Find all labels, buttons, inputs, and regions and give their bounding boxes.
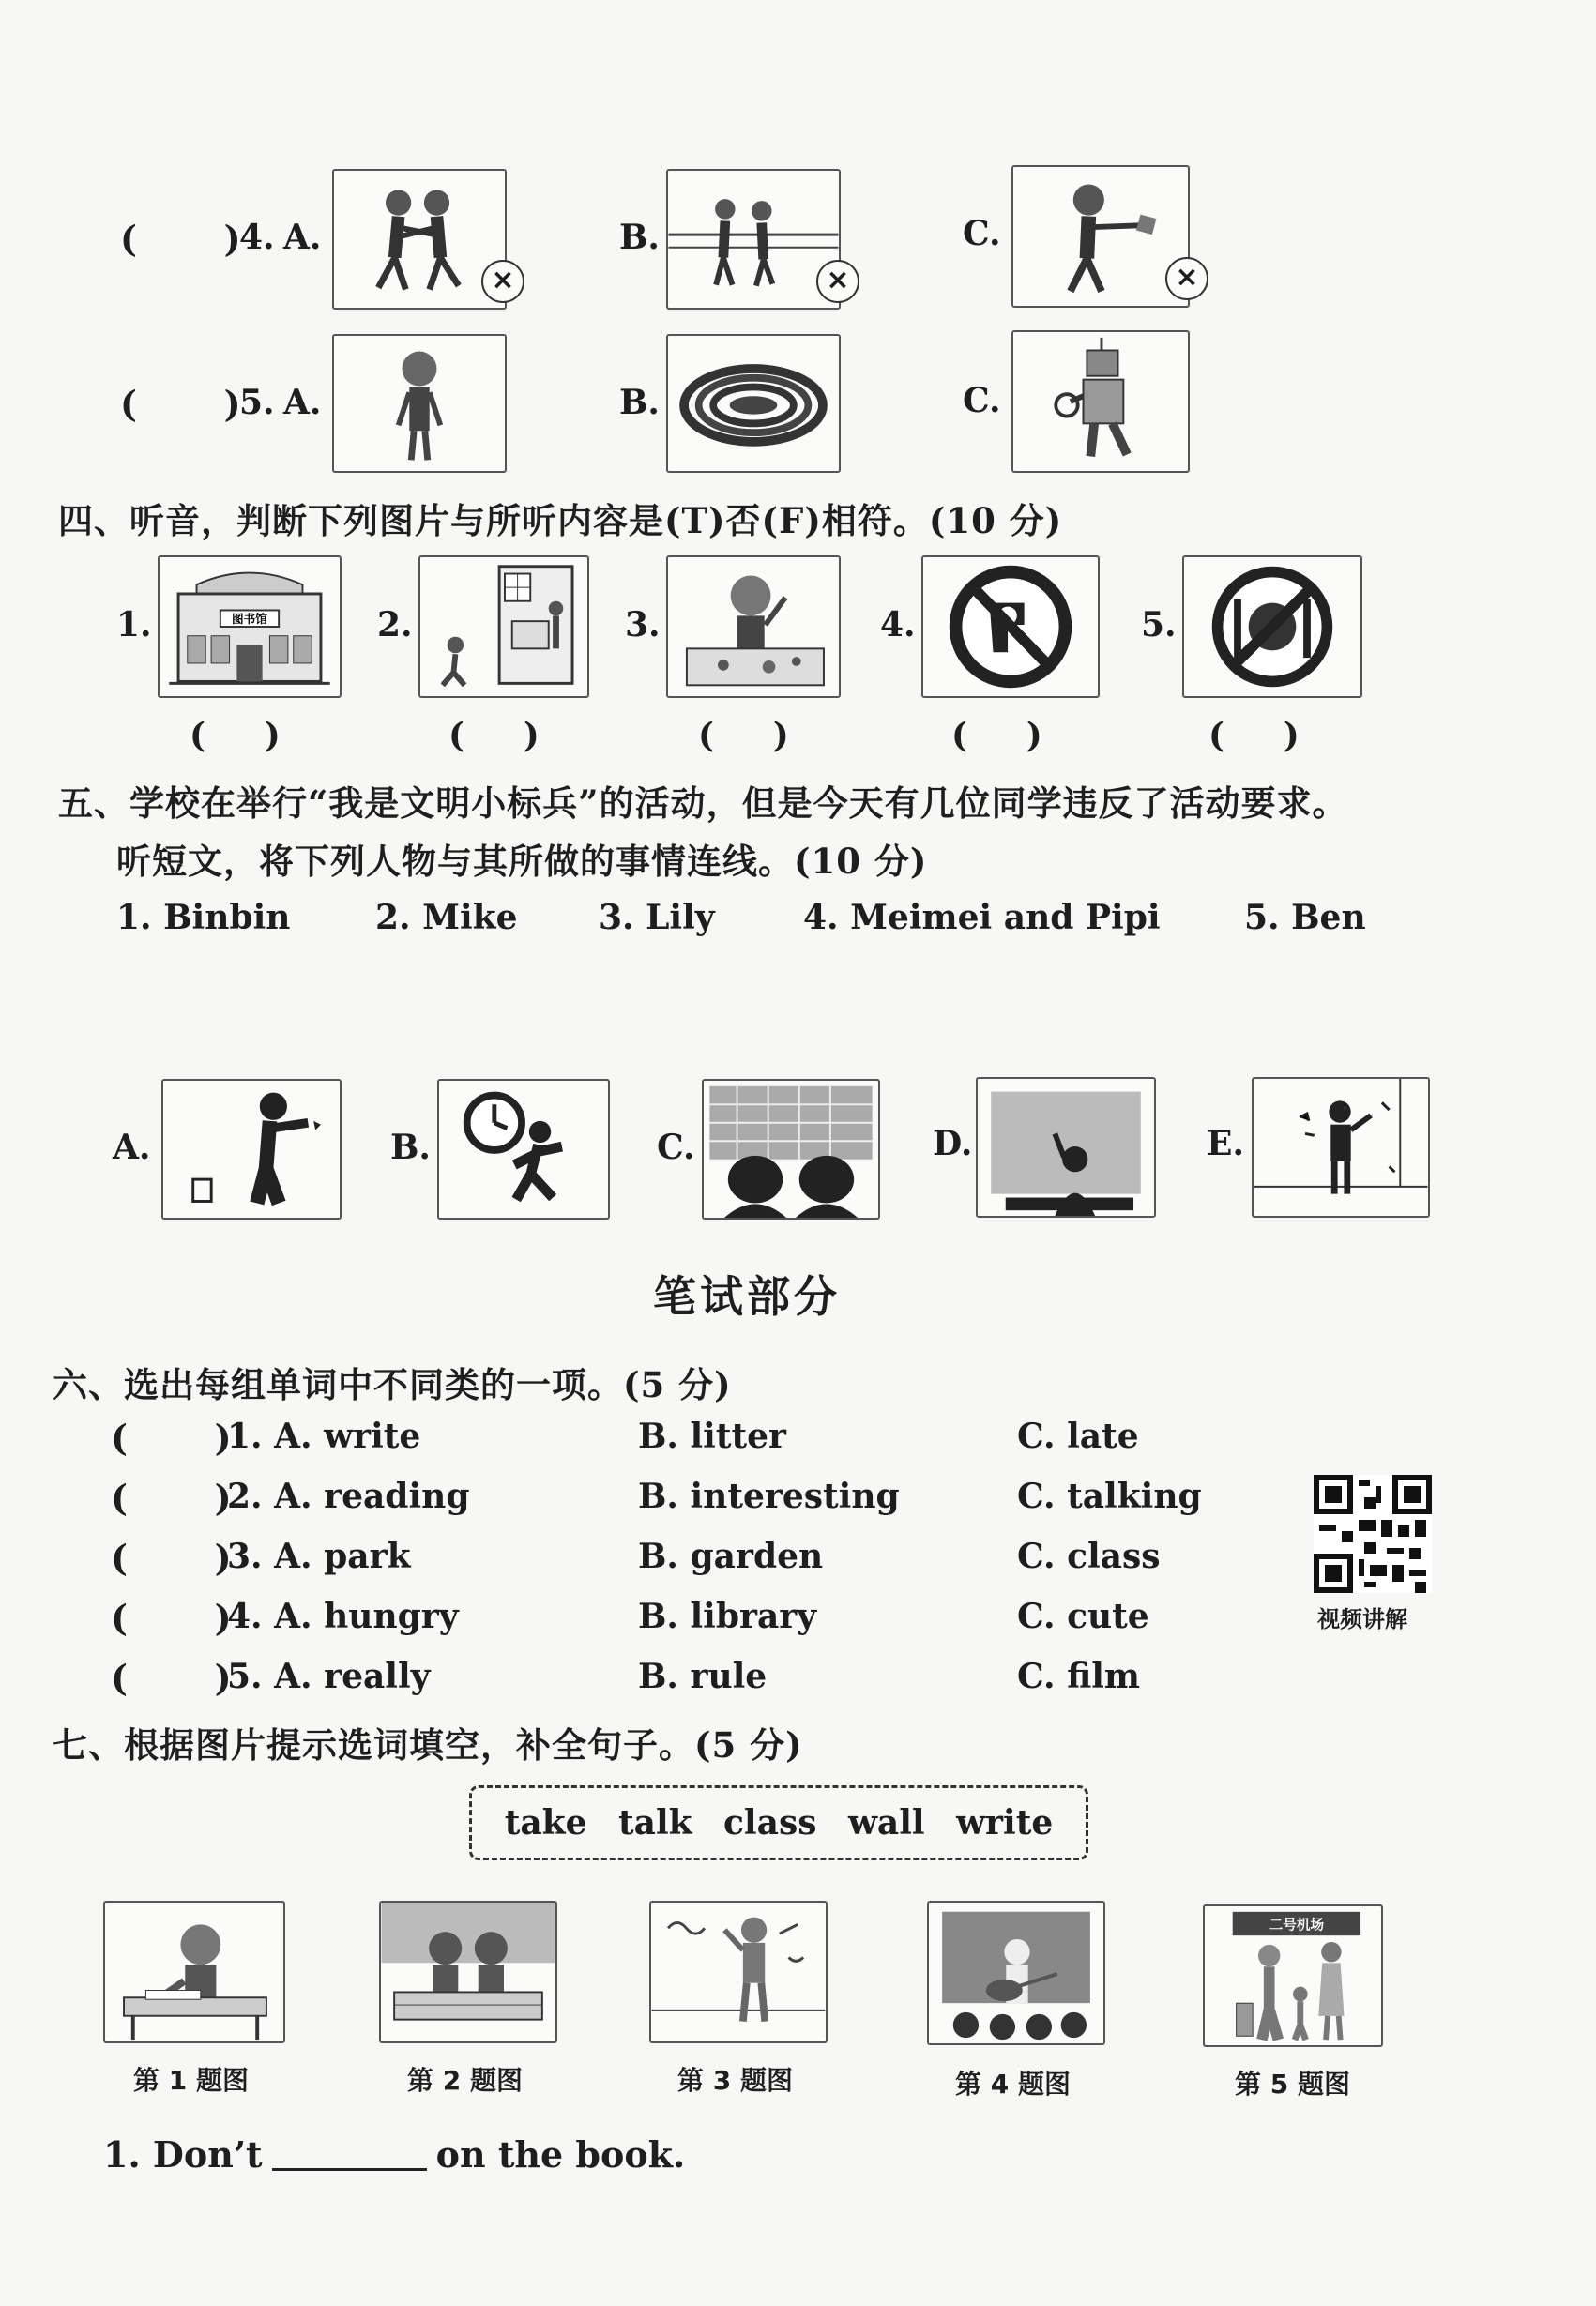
tf-paren-1[interactable]: ( ) (190, 716, 281, 755)
boy-running-into-room-image (418, 555, 589, 698)
q5-option-a-label: A. (283, 383, 322, 422)
boys-talking-in-class-image (379, 1901, 557, 2043)
activity-c-label: C. (657, 1128, 695, 1167)
word-bank-box (469, 1785, 1088, 1860)
q4-option-a-label: A. (283, 218, 322, 257)
wrong-mark-icon: × (481, 260, 524, 303)
word-bank-talk[interactable]: talk (617, 1803, 692, 1843)
word-bank-write[interactable]: write (956, 1803, 1054, 1843)
word-6-2-b: B. interesting (638, 1477, 900, 1516)
person-binbin[interactable]: 1. Binbin (116, 898, 291, 937)
word-bank-wall[interactable]: wall (847, 1803, 925, 1843)
word-6-2-a: 2. A. reading (227, 1477, 470, 1516)
library-building-image (158, 555, 342, 698)
sentence-1 (103, 2133, 685, 2176)
person-mike[interactable]: 2. Mike (375, 898, 518, 937)
picture-caption-2: 第 2 题图 (407, 2065, 523, 2096)
answer-paren-6-3[interactable]: ( ) (111, 1537, 232, 1579)
wrong-mark-icon: × (1165, 257, 1208, 300)
talking-in-library-image[interactable] (702, 1079, 880, 1220)
airport-sign-text: 二号机场 (1269, 1917, 1325, 1934)
tf-paren-3[interactable]: ( ) (698, 716, 789, 755)
word-6-5-c: C. film (1017, 1657, 1141, 1696)
tf-paren-2[interactable]: ( ) (448, 716, 540, 755)
library-sign-text: 图书馆 (232, 612, 267, 627)
q4-option-b-label: B. (619, 218, 660, 257)
sentence-1-start: 1. Don’t (103, 2133, 263, 2176)
q5-number: 5. (239, 383, 275, 422)
boy-at-messy-desk-image (666, 555, 841, 698)
answer-paren-6-2[interactable]: ( ) (111, 1477, 232, 1519)
standing-in-class-image[interactable] (976, 1077, 1156, 1218)
teacher-with-guitar-image (927, 1901, 1105, 2045)
word-6-1-c: C. late (1017, 1417, 1139, 1456)
late-running-image[interactable] (437, 1079, 610, 1220)
word-6-5-a: 5. A. really (227, 1657, 431, 1696)
picture-caption-4: 第 4 题图 (955, 2069, 1071, 2100)
part4-item-4-number: 4. (880, 605, 916, 645)
word-6-3-c: C. class (1017, 1537, 1161, 1576)
part5-heading-line2: 听短文，将下列人物与其所做的事情连线。(10 分) (116, 841, 928, 882)
boy-writing-on-book-image (103, 1901, 285, 2043)
word-6-4-b: B. library (638, 1597, 817, 1636)
person-ben[interactable]: 5. Ben (1244, 898, 1366, 937)
wrong-mark-icon: × (816, 260, 859, 303)
q5-b-rope-image (666, 334, 841, 473)
q5-c-robot-image (1011, 330, 1190, 473)
word-6-5-b: B. rule (638, 1657, 768, 1696)
picture-caption-5: 第 5 题图 (1235, 2069, 1350, 2100)
no-eating-sign-icon (1182, 555, 1362, 698)
tf-paren-4[interactable]: ( ) (951, 716, 1042, 755)
word-6-1-a: 1. A. write (227, 1417, 421, 1456)
part6-heading: 六、选出每组单词中不同类的一项。(5 分) (53, 1364, 732, 1405)
activity-a-label: A. (113, 1128, 151, 1167)
qr-code-icon[interactable] (1314, 1475, 1432, 1593)
q4-b-running-boys-image (666, 169, 841, 310)
q5-a-boy-standing-image (332, 334, 507, 473)
q5-option-c-label: C. (963, 381, 1001, 420)
picture-caption-1: 第 1 题图 (133, 2065, 249, 2096)
part4-item-5-number: 5. (1141, 605, 1177, 645)
part7-heading: 七、根据图片提示选词填空，补全句子。(5 分) (53, 1724, 803, 1766)
written-section-title: 笔试部分 (653, 1271, 841, 1322)
word-6-3-b: B. garden (638, 1537, 824, 1576)
word-6-2-c: C. talking (1017, 1477, 1202, 1516)
part4-item-2-number: 2. (377, 605, 413, 645)
answer-blank-1[interactable] (272, 2136, 427, 2171)
word-6-4-a: 4. A. hungry (227, 1597, 459, 1636)
littering-image[interactable] (161, 1079, 342, 1220)
picture-caption-3: 第 3 题图 (677, 2065, 793, 2096)
qr-code-caption: 视频讲解 (1317, 1606, 1407, 1632)
q5-option-b-label: B. (619, 383, 660, 422)
part5-heading-line1: 五、学校在举行“我是文明小标兵”的活动，但是今天有几位同学违反了活动要求。 (58, 782, 1348, 824)
activity-b-label: B. (390, 1128, 431, 1167)
q4-number: 4. (239, 218, 275, 257)
part4-heading: 四、听音，判断下列图片与所听内容是(T)否(F)相符。(10 分) (58, 500, 1063, 541)
drawing-on-wall-image[interactable] (1252, 1077, 1430, 1218)
q4-a-fighting-boys-image (332, 169, 507, 310)
boy-drawing-on-wall-image (649, 1901, 828, 2043)
sentence-1-end: on the book. (435, 2133, 686, 2176)
activity-e-label: E. (1207, 1124, 1244, 1163)
part4-item-1-number: 1. (116, 605, 152, 645)
answer-paren-q5[interactable]: ( ) (120, 383, 241, 425)
person-lily[interactable]: 3. Lily (599, 898, 715, 937)
word-6-1-b: B. litter (638, 1417, 786, 1456)
family-at-airport-image (1203, 1904, 1383, 2047)
answer-paren-6-1[interactable]: ( ) (111, 1417, 232, 1459)
activity-d-label: D. (933, 1124, 973, 1163)
word-bank-take[interactable]: take (504, 1803, 587, 1843)
q4-option-c-label: C. (963, 214, 1001, 253)
word-6-4-c: C. cute (1017, 1597, 1149, 1636)
q4-c-boy-throwing-image (1011, 165, 1190, 308)
tf-paren-5[interactable]: ( ) (1208, 716, 1300, 755)
answer-paren-6-5[interactable]: ( ) (111, 1657, 232, 1699)
part4-item-3-number: 3. (625, 605, 661, 645)
word-6-3-a: 3. A. park (227, 1537, 411, 1576)
word-bank-class[interactable]: class (723, 1803, 817, 1843)
answer-paren-6-4[interactable]: ( ) (111, 1597, 232, 1639)
answer-paren-q4[interactable]: ( ) (120, 218, 241, 260)
person-meimei-and-pipi[interactable]: 4. Meimei and Pipi (803, 898, 1161, 937)
no-talking-sign-icon (921, 555, 1100, 698)
